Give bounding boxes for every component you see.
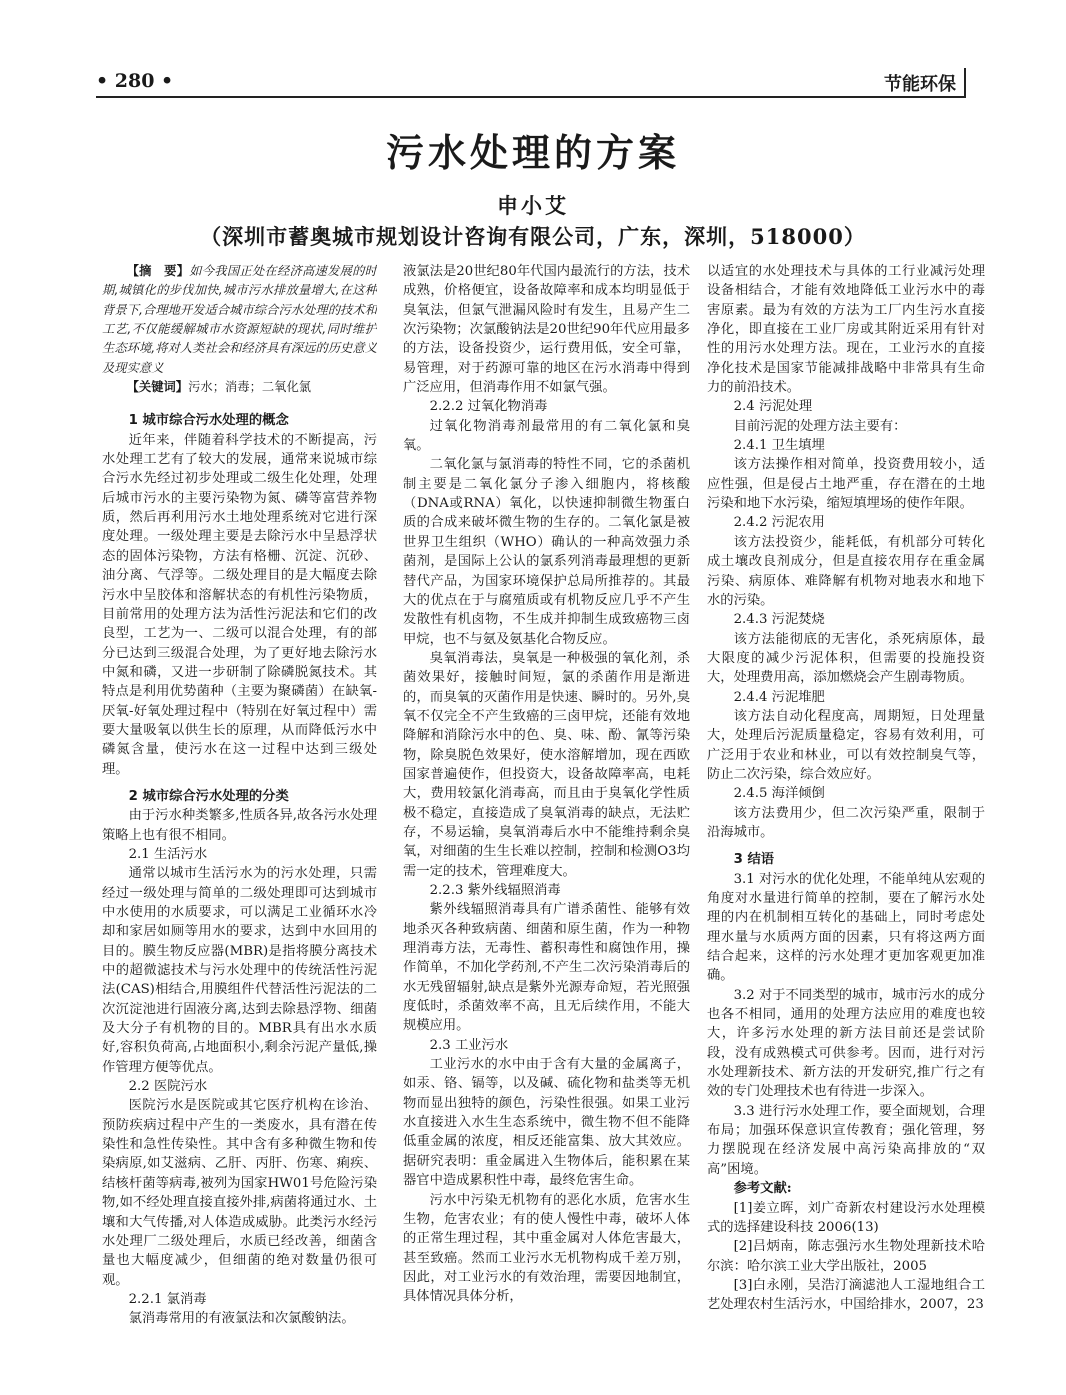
subsubsection-heading: 2.4.4 污泥堆肥: [733, 689, 825, 705]
section-heading: 3 结语: [733, 852, 775, 868]
subsubsection-heading: 2.4.2 污泥农用: [733, 515, 825, 531]
abstract: [102, 262, 377, 378]
paragraph: 该方法能彻底的无害化，杀死病原体，最大限度的减少污泥体积，但需要的投施投资大，处理费用高，添加燃烧会产生剧毒物质。: [707, 631, 985, 686]
subsubsection-heading: 2.2.2 过氧化物消毒: [429, 399, 548, 415]
paragraph: 工业污水的水中由于含有大量的金属离子，如汞、铬、镉等，以及碱、硫化物和盐类等无机物而显出独特的颜色，污染性很强。如果工业污水直接进入水生生态系统中，微生物不但不能降低重金属的浓度，相反还能富集、放大其效应。据研究表明：重金属进入生物体后，能积累在某器官中造成累积性中毒，最终危害生命。: [403, 1057, 690, 1189]
paragraph: 臭氧消毒法，臭氧是一种极强的氧化剂，杀菌效果好，接触时间短，氯的杀菌作用是渐进的，而臭氧的灭菌作用是快速、瞬时的。另外,臭氧不仅完全不产生致癌的三卤甲烷，还能有效地降解和消除污水中的色、臭、味、酚、氰等污染物，除臭脱色效果好，使水溶解增加，现在西欧国家普遍使作，但投资大，设备故障率高，电耗大，费用较氯化消毒高，而且由于臭氧化学性质极不稳定，直接造成了臭氧消毒的缺点，无法贮存，不易运输，臭氧消毒后水中不能维持剩余臭氧，对细菌的生生长难以控制，控制和检测O3均需一定的技术，管理难度大。: [403, 650, 690, 879]
reference-item: [3]白永刚，吴浩汀滴滤池人工湿地组合工艺处理农村生活污水，中国给排水，2007，23: [707, 1277, 985, 1313]
header-rule-vertical: [964, 68, 966, 96]
column-2: [403, 262, 690, 1392]
subsubsection-heading: 2.4.3 污泥焚烧: [733, 612, 825, 628]
references-heading: 参考文献:: [733, 1181, 792, 1197]
subsubsection-heading: 2.2.3 紫外线辐照消毒: [429, 883, 561, 898]
paragraph: 该方法操作相对简单，投资费用较小，适应性强，但是侵占土地严重，存在潜在的土地污染和地下水污染，缩短填埋场的使作年限。: [707, 457, 985, 512]
subsection-heading: 2.3 工业污水: [429, 1037, 509, 1053]
paragraph: 3.3 进行污水处理工作，要全面规划，合理布局；加强环保意识宣传教育；强化管理，努力摆脱现在经济发展中高污染高排放的“双高”困境。: [707, 1103, 985, 1177]
paragraph: 由于污水种类繁多,性质各异,故各污水处理策略上也有很不相同。: [102, 808, 377, 843]
paragraph: 通常以城市生活污水为的污水处理，只需经过一级处理与简单的二级处理即可达到城市中水使用的水质要求，可以满足工业循环水冷却和家居如厕等用水的要求，达到中水回用的目的。膜生物反应器(MBR)是指将膜分离技术中的超微滤技术与污水处理中的传统活性污泥法(CAS)相结合,用膜组件代替活性污泥法的二次沉淀池进行固液分离,达到去除悬浮物、细菌及大分子有机物的目的。MBR具有出水水质好,容积负荷高,占地面积小,剩余污泥产量低,操作管理方便等优点。: [102, 866, 377, 1075]
paragraph: 该方法费用少，但二次污染严重，限制于沿海城市。: [707, 805, 985, 840]
journal-name: 节能环保: [884, 74, 956, 95]
paragraph: 目前污泥的处理方法主要有：: [733, 418, 907, 434]
article-title: 污水处理的方案: [385, 130, 680, 175]
section-heading: 2 城市综合污水处理的分类: [128, 788, 289, 804]
reference-item: [1]姜立晖，刘广奇新农村建设污水处理模式的选择建设科技 2006(13): [707, 1200, 985, 1235]
column-3: [707, 262, 985, 1392]
paragraph: 3.1 对污水的优化处理，不能单纯从宏观的角度对水量进行简单的控制，要在了解污水处理的内在机制相互转化的基础上，同时考虑处理水量与水质两方面的因素，只有将这两方面结合起来，这样的污水处理才更加客观更加准确。: [707, 871, 985, 984]
paragraph: 氯消毒常用的有液氯法和次氯酸钠法。: [128, 1311, 355, 1327]
paragraph: 二氧化氯与氯消毒的特性不同，它的杀菌机制主要是二氧化氯分子渗入细胞内，将核酸（DNA或RNA）氧化，以快速抑制微生物蛋白质的合成来破坏微生物的生存的。二氧化氯是被世界卫生组织（WHO）确认的一种高效强力杀菌剂，是国际上公认的氯系列消毒最理想的更新替代产品，为国家环境保护总局所推荐的。其最大的优点在于与腐殖质或有机物反应几乎不产生发散性有机卤物，不生成并抑制生成致癌物三卤甲烷，也不与氨及氨基化合物反应。: [403, 457, 690, 647]
paragraph: 以适宜的水处理技术与具体的工行业减污处理设备相结合，才能有效地降低工业污水中的毒害原素。最为有效的方法为工厂内生污水直接净化，即直接在工业厂房或其附近采用有针对性的用污水处理方法。现在，工业污水的直接净化技术是国家节能减排战略中非常具有生命力的前沿技术。: [707, 264, 985, 396]
column-1: [102, 262, 377, 1392]
paragraph: 医院污水是医院或其它医疗机构在诊治、预防疾病过程中产生的一类废水，具有潜在传染性和急性传染性。其中含有多种微生物和传染病原,如艾滋病、乙肝、丙肝、伤寒、痢疾、结核杆菌等病毒,被列为国家HW01号危险污染物,如不经处理直接直接外排,病菌将通过水、土壤和大气传播,对人体造成威胁。此类污水经污水处理厂二级处理后，水质已经改善，细菌含量也大幅度减少，但细菌的绝对数量仍很可观。: [102, 1098, 377, 1288]
page-header: [96, 68, 966, 98]
page-number: • 280 •: [96, 70, 174, 92]
keywords-text: 污水；消毒；二氧化氯: [188, 380, 312, 395]
paragraph: 3.2 对于不同类型的城市，城市污水的成分也各不相同，通用的处理方法应用的难度也较大，许多污水处理的新方法目前还是尝试阶段，没有成熟模式可供参考。因而，进行对污水处理新技术、新方法的开发研究,推广行之有效的专门处理技术也有待进一步深入。: [707, 987, 985, 1100]
section-heading: 1 城市综合污水处理的概念: [128, 413, 289, 429]
abstract-label: 【摘 要】: [126, 264, 190, 278]
subsubsection-heading: 2.4.5 海洋倾倒: [733, 786, 825, 802]
paragraph: 紫外线辐照消毒具有广谱杀菌性、能够有效地杀灭各种致病菌、细菌和原生菌，作为一种物理消毒方法，无毒性、蓄积毒性和腐蚀作用，操作简单，不加化学药剂,不产生二次污染消毒后的水无残留辐射,缺点是紫外光源寿命短，若光照强度低时，杀菌效率不高，且无后续作用，不能大规模应用。: [403, 902, 690, 1034]
article-author: 申小艾: [497, 193, 569, 218]
subsubsection-heading: 2.4.1 卫生填埋: [733, 438, 825, 454]
paragraph: 该方法自动化程度高，周期短，日处理量大，处理后污泥质量稳定，容易有效利用，可广泛用于农业和林业，可以有效控制臭气等，防止二次污染，综合效应好。: [707, 708, 985, 782]
subsection-heading: 2.4 污泥处理: [733, 399, 813, 415]
paragraph: 过氧化物消毒剂最常用的有二氧化氯和臭氧。: [403, 418, 690, 454]
subsubsection-heading: 2.2.1 氯消毒: [128, 1291, 207, 1307]
paragraph: 近年来，伴随着科学技术的不断提高，污水处理工艺有了较大的发展，通常来说城市综合污水先经过初步处理或二级生化处理，处理后城市污水的主要污染物为氮、磷等富营养物质，然后再利用污水土地处理系统对它进行深度处理。一级处理主要是去除污水中呈悬浮状态的固体污染物，方法有格栅、沉淀、沉砂、油分离、气浮等。二级处理目的是大幅度去除污水中呈胶体和溶解状态的有机性污染物质，目前常用的处理方法为活性污泥法和它们的改良型，工艺为一、二级可以混合处理，有的部分已达到三级混合处理，为了更好地去除污水中氮和磷，又进一步研制了除磷脱氮技术。其特点是利用优势菌种（主要为聚磷菌）在缺氧-厌氧-好氧处理过程中（特别在好氧过程中）需要大量吸氧以供生长的原理，从而降低污水中磷氮含量，使污水在这一过程中达到三级处理。: [102, 432, 377, 777]
keywords-label: 【关键词】: [126, 380, 189, 395]
keywords: [102, 378, 377, 397]
abstract-text: 如今我国正处在经济高速发展的时期,城镇化的步伐加快,城市污水排放量增大,在这种背景下,合理地开发适合城市综合污水处理的技术和工艺,不仅能缓解城市水资源短缺的现状,同时维护生态环境,将对人类社会和经济具有深远的历史意义及现实意义: [102, 264, 377, 375]
paragraph: 液氯法是20世纪80年代国内最流行的方法，技术成熟，价格便宜，设备故障率和成本均明显低于臭氧法，但氯气泄漏风险时有发生，且易产生二次污染物；次氯酸钠法是20世纪90年代应用最多的方法，设备投资少，运行费用低，安全可靠，易管理，对于药源可靠的地区在污水消毒中得到广泛应用，但消毒作用不如氯气强。: [403, 264, 690, 396]
subsection-heading: 2.2 医院污水: [128, 1079, 208, 1095]
paragraph: 该方法投资少，能耗低，有机部分可转化成土壤改良剂成分，但是直接农用存在重金属污染、病原体、难降解有机物对地表水和地下水的污染。: [707, 534, 985, 608]
author-affiliation: （深圳市蓄奥城市规划设计咨询有限公司，广东，深圳，518000）: [200, 224, 866, 249]
reference-item: [2]吕炳南，陈志强污水生物处理新技术哈尔滨：哈尔滨工业大学出版社，2005: [707, 1239, 985, 1274]
subsection-heading: 2.1 生活污水: [128, 846, 208, 862]
paragraph: 污水中污染无机物有的恶化水质，危害水生生物，危害农业；有的使人慢性中毒，破坏人体的正常生理过程，其中重金属对人体危害最大，甚至致癌。然而工业污水无机物构成千差万别，因此，对工业污水的有效治理，需要因地制宜，具体情况具体分析，: [403, 1192, 690, 1305]
